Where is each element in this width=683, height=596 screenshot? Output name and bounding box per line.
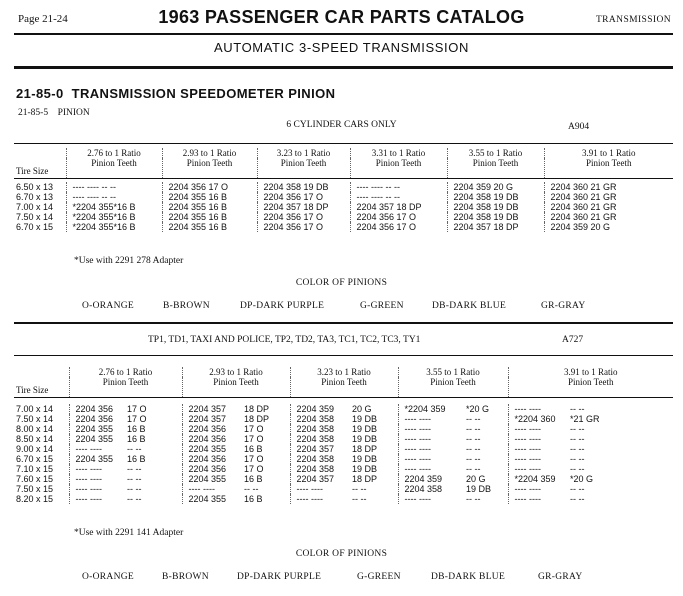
pinion-teeth: *20 G [570, 473, 594, 484]
column-sub: Pinion Teeth [447, 158, 544, 178]
pinion-teeth: -- -- [127, 473, 142, 484]
pinion-teeth: -- -- [352, 493, 367, 504]
column-sub: Pinion Teeth [290, 377, 398, 397]
pinion-part: ---- ---- [398, 414, 466, 424]
pinion-teeth: 19 DB [352, 423, 378, 434]
pinion-teeth: -- -- [570, 453, 585, 464]
pinion-part: ---- ---- [508, 484, 570, 494]
pinion-teeth: -- -- [570, 493, 585, 504]
pinion-part: 2204 358 [398, 484, 466, 494]
pinion-teeth: 18 DP [244, 413, 270, 424]
divider-rule [14, 322, 673, 324]
pinion-part: ---- ---- [69, 444, 127, 454]
table1-tire-header: Tire Size [16, 165, 49, 176]
pinion-cell: ---- ---- -- -- [66, 182, 162, 192]
subgroup-number: 21-85-5 [18, 108, 49, 118]
table2-header-ratio [14, 367, 673, 377]
pinion-teeth: -- -- [570, 433, 585, 444]
column-sub: Pinion Teeth [544, 158, 673, 178]
pinion-cell: ---- ---- -- -- [66, 192, 162, 202]
pinion-cell: *2204 355*16 B [66, 222, 162, 232]
pinion-part: *2204 359 [508, 474, 570, 484]
column-sub: Pinion Teeth [257, 158, 350, 178]
tire-size: 6.50 x 13 [16, 181, 54, 192]
pinion-teeth: -- -- [570, 463, 585, 474]
pinion-cell: 2204 356 17 O [350, 212, 447, 222]
pinion-part: 2204 358 [290, 424, 352, 434]
pinion-cell: *2204 355*16 B [66, 212, 162, 222]
pinion-teeth: -- -- [466, 413, 481, 424]
color-legend-item: O-ORANGE [82, 572, 135, 582]
pinion-cell: ---- ---- -- -- [350, 182, 447, 192]
pinion-part: 2204 358 [290, 454, 352, 464]
pinion-cell: 2204 356 17 O [350, 222, 447, 232]
column-sub: Pinion Teeth [398, 377, 508, 397]
table1-code: A904 [568, 122, 590, 132]
pinion-teeth: -- -- [570, 403, 585, 414]
pinion-teeth: -- -- [466, 493, 481, 504]
pinion-teeth: *20 G [466, 403, 490, 414]
pinion-part: 2204 355 [182, 474, 244, 484]
pinion-teeth: -- -- [244, 483, 259, 494]
table2-footnote: *Use with 2291 141 Adapter [74, 528, 184, 538]
tire-size: 7.00 x 14 [16, 201, 54, 212]
pinion-part: ---- ---- [508, 454, 570, 464]
colors1-heading: COLOR OF PINIONS [295, 278, 388, 288]
table-row [14, 404, 673, 414]
tire-size: 9.00 x 14 [16, 443, 54, 454]
pinion-teeth: -- -- [127, 463, 142, 474]
pinion-cell: 2204 357 18 DP [447, 222, 544, 232]
pinion-cell: 2204 360 21 GR [544, 202, 673, 212]
pinion-teeth: -- -- [466, 433, 481, 444]
group-heading [16, 86, 335, 101]
catalog-title: 1963 PASSENGER CAR PARTS CATALOG [158, 7, 525, 27]
column-ratio: 3.91 to 1 Ratio [544, 148, 673, 158]
column-ratio: 2.93 to 1 Ratio [162, 148, 257, 158]
section-rule [14, 66, 673, 69]
colors2-heading: COLOR OF PINIONS [295, 549, 388, 559]
pinion-part: 2204 355 [69, 434, 127, 444]
pinion-teeth: -- -- [127, 443, 142, 454]
table-row [14, 484, 673, 494]
pinion-teeth: 16 B [244, 493, 263, 504]
pinion-teeth: 17 O [127, 413, 147, 424]
table1-heading: 6 CYLINDER CARS ONLY [286, 120, 397, 130]
pinion-part: ---- ---- [398, 464, 466, 474]
pinion-teeth: -- -- [127, 483, 142, 494]
pinion-teeth: -- -- [570, 443, 585, 454]
table-row [14, 414, 673, 424]
color-legend-item: G-GREEN [360, 301, 404, 311]
table2-header-sub [14, 377, 673, 397]
column-sub: Pinion Teeth [508, 377, 673, 397]
tire-size: 7.60 x 15 [16, 473, 54, 484]
table-row [14, 182, 673, 192]
pinion-teeth: 17 O [244, 423, 264, 434]
column-ratio: 2.76 to 1 Ratio [66, 148, 162, 158]
table-row [14, 474, 673, 484]
column-ratio: 3.31 to 1 Ratio [350, 148, 447, 158]
table2-tire-header: Tire Size [16, 384, 49, 395]
pinion-part: ---- ---- [508, 464, 570, 474]
pinion-teeth: -- -- [466, 463, 481, 474]
pinion-teeth: 16 B [127, 423, 146, 434]
pinion-cell: 2204 355 16 B [162, 192, 257, 202]
table-row [14, 444, 673, 454]
pinion-part: 2204 357 [182, 404, 244, 414]
color-legend-item: O-ORANGE [82, 301, 135, 311]
table-row [14, 494, 673, 504]
pinion-teeth: -- -- [466, 443, 481, 454]
subgroup-name: PINION [57, 108, 90, 118]
table1-top-rule [14, 143, 673, 144]
pinion-part: 2204 356 [182, 454, 244, 464]
pinion-teeth: 20 G [352, 403, 372, 414]
pinion-part: ---- ---- [398, 494, 466, 504]
pinion-part: 2204 358 [290, 434, 352, 444]
pinion-part: 2204 358 [290, 464, 352, 474]
pinion-part: 2204 357 [290, 474, 352, 484]
color-legend-item: B-BROWN [163, 301, 210, 311]
pinion-part: ---- ---- [398, 434, 466, 444]
pinion-teeth: 16 B [127, 453, 146, 464]
table1-footnote: *Use with 2291 278 Adapter [74, 256, 184, 266]
color-legend-item: G-GREEN [357, 572, 401, 582]
tire-size: 8.00 x 14 [16, 423, 54, 434]
table-row [14, 222, 673, 232]
column-ratio: 3.23 to 1 Ratio [257, 148, 350, 158]
pinion-teeth: -- -- [570, 423, 585, 434]
pinion-cell: 2204 356 17 O [257, 212, 350, 222]
pinion-cell: 2204 358 19 DB [447, 202, 544, 212]
column-ratio: 2.76 to 1 Ratio [69, 367, 182, 377]
pinion-teeth: 18 DP [352, 473, 378, 484]
tire-size: 6.70 x 15 [16, 221, 54, 232]
subgroup-heading [18, 108, 90, 118]
pinion-part: ---- ---- [69, 474, 127, 484]
pinion-cell: 2204 355 16 B [162, 202, 257, 212]
pinion-cell: 2204 359 20 G [447, 182, 544, 192]
pinion-teeth: 17 O [244, 463, 264, 474]
pinion-cell: 2204 359 20 G [544, 222, 673, 232]
tire-size: 7.10 x 15 [16, 463, 54, 474]
page-number: Page 21-24 [18, 13, 68, 25]
pinion-part: ---- ---- [508, 494, 570, 504]
pinion-cell: ---- ---- -- -- [350, 192, 447, 202]
tire-size: 7.50 x 14 [16, 413, 54, 424]
tire-size: 6.70 x 15 [16, 453, 54, 464]
column-sub: Pinion Teeth [66, 158, 162, 178]
pinion-part: 2204 356 [69, 404, 127, 414]
pinion-part: ---- ---- [508, 404, 570, 414]
table-row [14, 424, 673, 434]
pinion-teeth: 18 DP [352, 443, 378, 454]
column-ratio: 2.93 to 1 Ratio [182, 367, 290, 377]
pinion-part: *2204 359 [398, 404, 466, 414]
pinion-part: ---- ---- [182, 484, 244, 494]
pinion-part: ---- ---- [69, 484, 127, 494]
pinion-cell: 2204 360 21 GR [544, 192, 673, 202]
color-legend-item: DB-DARK BLUE [432, 301, 507, 311]
pinion-cell: 2204 355 16 B [162, 222, 257, 232]
color-legend-item: DB-DARK BLUE [431, 572, 506, 582]
color-legend-item: DP-DARK PURPLE [240, 301, 325, 311]
pinion-part: 2204 357 [182, 414, 244, 424]
pinion-part: ---- ---- [508, 434, 570, 444]
pinion-part: ---- ---- [398, 424, 466, 434]
pinion-part: 2204 355 [182, 494, 244, 504]
pinion-cell: 2204 360 21 GR [544, 182, 673, 192]
pinion-teeth: 18 DP [244, 403, 270, 414]
pinion-part: 2204 355 [182, 444, 244, 454]
pinion-part: 2204 356 [182, 464, 244, 474]
pinion-teeth: -- -- [127, 493, 142, 504]
pinion-cell: 2204 355 16 B [162, 212, 257, 222]
color-legend-item: GR-GRAY [538, 572, 583, 582]
pinion-part: ---- ---- [69, 464, 127, 474]
pinion-teeth: 19 DB [352, 433, 378, 444]
pinion-part: ---- ---- [69, 494, 127, 504]
column-ratio: 3.55 to 1 Ratio [447, 148, 544, 158]
pinion-part: *2204 360 [508, 414, 570, 424]
color-legend-item: GR-GRAY [541, 301, 586, 311]
pinion-part: ---- ---- [508, 424, 570, 434]
column-sub: Pinion Teeth [182, 377, 290, 397]
tire-size: 8.20 x 15 [16, 493, 54, 504]
table1-header-ratio [14, 148, 673, 158]
pinion-teeth: 19 DB [352, 413, 378, 424]
pinion-part: 2204 355 [69, 454, 127, 464]
pinion-cell: 2204 356 17 O [162, 182, 257, 192]
pinion-cell: 2204 360 21 GR [544, 212, 673, 222]
column-ratio: 3.91 to 1 Ratio [508, 367, 673, 377]
column-ratio: 3.55 to 1 Ratio [398, 367, 508, 377]
pinion-teeth: *21 GR [570, 413, 600, 424]
pinion-part: ---- ---- [398, 454, 466, 464]
tire-size: 6.70 x 13 [16, 191, 54, 202]
header-rule [14, 33, 673, 35]
pinion-teeth: -- -- [352, 483, 367, 494]
table2-top-rule [14, 355, 673, 356]
pinion-cell: 2204 358 19 DB [447, 212, 544, 222]
pinion-part: 2204 359 [290, 404, 352, 414]
pinion-teeth: 19 DB [466, 483, 492, 494]
pinion-teeth: 17 O [244, 433, 264, 444]
pinion-cell: 2204 357 18 DP [257, 202, 350, 212]
column-sub: Pinion Teeth [350, 158, 447, 178]
table-row [14, 202, 673, 212]
tire-size: 8.50 x 14 [16, 433, 54, 444]
pinion-teeth: 17 O [244, 453, 264, 464]
pinion-part: 2204 358 [290, 414, 352, 424]
tire-size: 7.50 x 14 [16, 211, 54, 222]
tire-size: 7.50 x 15 [16, 483, 54, 494]
pinion-part: ---- ---- [290, 484, 352, 494]
table-row [14, 464, 673, 474]
table2-heading: TP1, TD1, TAXI AND POLICE, TP2, TD2, TA3, TC1, TC2, TC3, TY1 [148, 335, 421, 345]
pinion-part: 2204 356 [182, 424, 244, 434]
color-legend-item: DP-DARK PURPLE [237, 572, 322, 582]
group-number: 21-85-0 [16, 86, 64, 101]
table-row [14, 192, 673, 202]
color-legend-item: B-BROWN [162, 572, 209, 582]
pinion-cell: 2204 356 17 O [257, 222, 350, 232]
pinion-teeth: 20 G [466, 473, 486, 484]
pinion-teeth: 19 DB [352, 453, 378, 464]
pinion-part: 2204 359 [398, 474, 466, 484]
pinion-part: 2204 356 [182, 434, 244, 444]
table-row [14, 454, 673, 464]
group-title: TRANSMISSION SPEEDOMETER PINION [71, 86, 336, 101]
table-row [14, 212, 673, 222]
column-sub: Pinion Teeth [69, 377, 182, 397]
table2-code: A727 [562, 335, 584, 345]
page-subtitle: AUTOMATIC 3-SPEED TRANSMISSION [214, 40, 469, 55]
table2 [14, 367, 673, 504]
pinion-teeth: -- -- [466, 423, 481, 434]
pinion-teeth: 16 B [244, 473, 263, 484]
pinion-part: ---- ---- [290, 494, 352, 504]
table2-body [14, 404, 673, 504]
tire-size: 7.00 x 14 [16, 403, 54, 414]
pinion-teeth: -- -- [466, 453, 481, 464]
pinion-cell: 2204 358 19 DB [257, 182, 350, 192]
pinion-part: 2204 357 [290, 444, 352, 454]
pinion-teeth: 16 B [127, 433, 146, 444]
column-sub: Pinion Teeth [162, 158, 257, 178]
table1 [14, 148, 673, 232]
table1-header-sub [14, 158, 673, 178]
section-label: TRANSMISSION [595, 15, 671, 25]
pinion-cell: 2204 357 18 DP [350, 202, 447, 212]
pinion-cell: 2204 358 19 DB [447, 192, 544, 202]
pinion-part: ---- ---- [508, 444, 570, 454]
pinion-teeth: 16 B [244, 443, 263, 454]
pinion-teeth: 19 DB [352, 463, 378, 474]
pinion-teeth: 17 O [127, 403, 147, 414]
pinion-part: ---- ---- [398, 444, 466, 454]
table-row [14, 434, 673, 444]
pinion-cell: 2204 356 17 O [257, 192, 350, 202]
column-ratio: 3.23 to 1 Ratio [290, 367, 398, 377]
pinion-part: 2204 356 [69, 414, 127, 424]
pinion-teeth: -- -- [570, 483, 585, 494]
pinion-part: 2204 355 [69, 424, 127, 434]
pinion-cell: *2204 355*16 B [66, 202, 162, 212]
